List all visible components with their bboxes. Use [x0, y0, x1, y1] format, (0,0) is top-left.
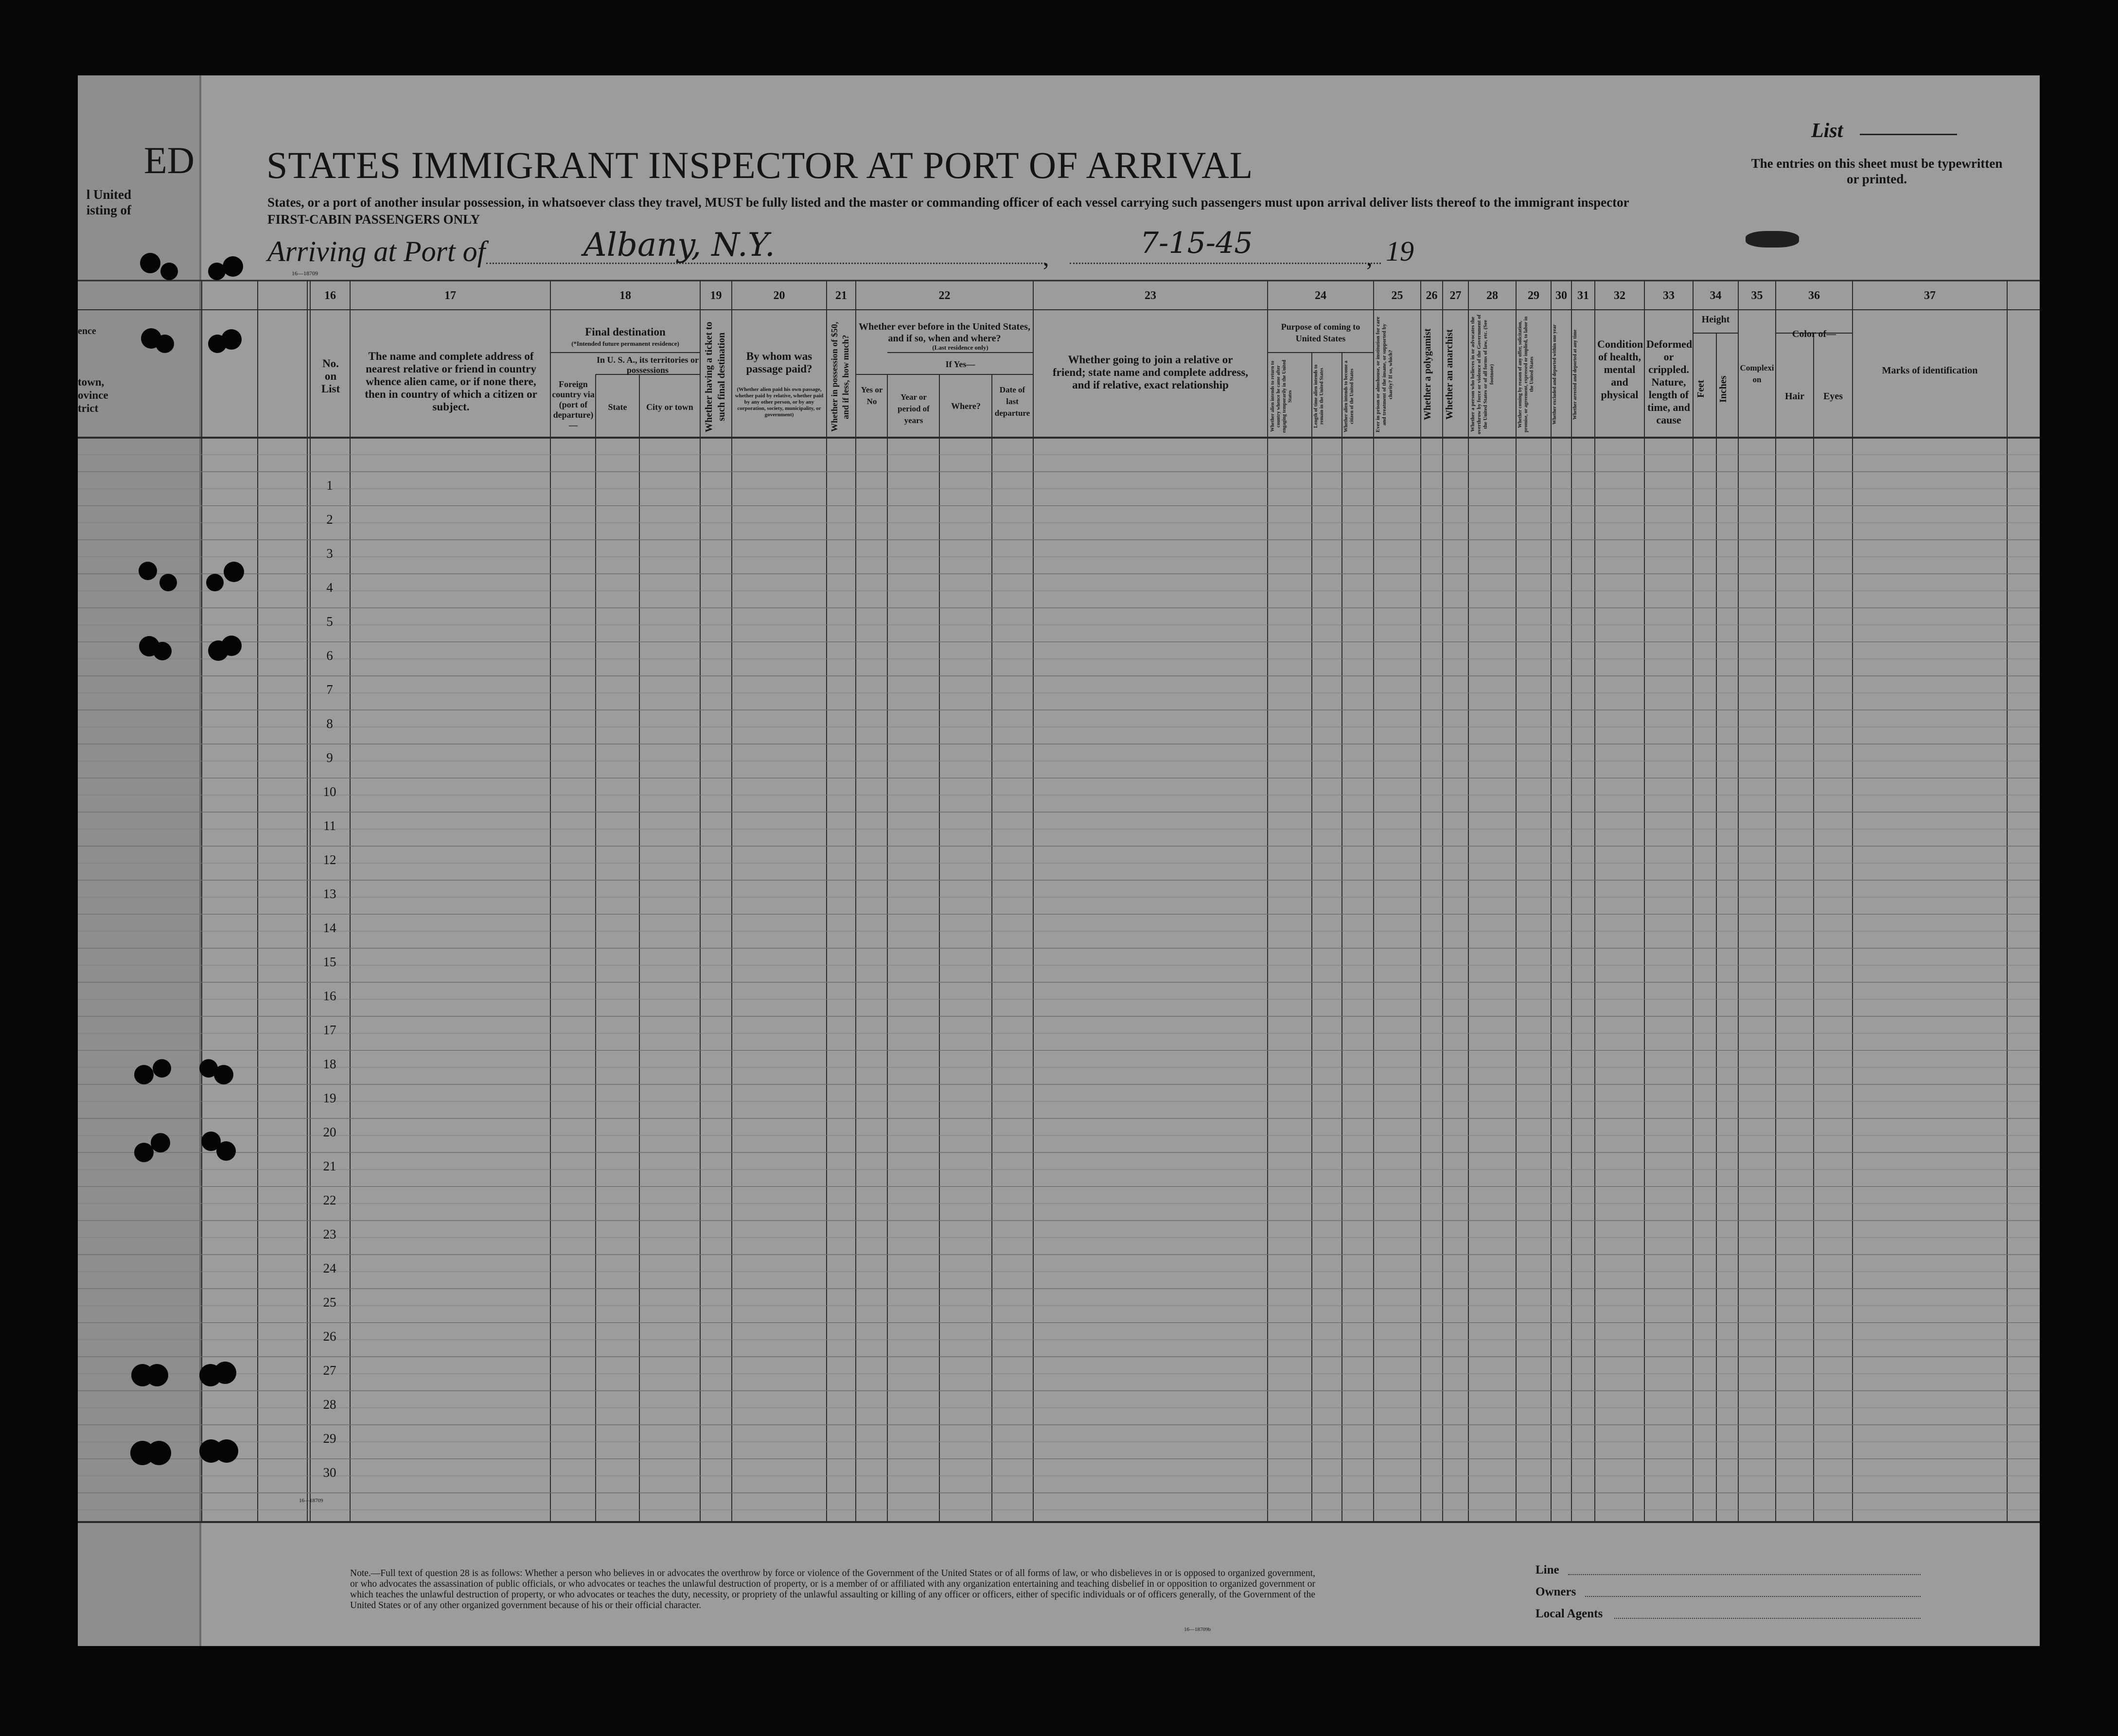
- col-header-24b: Length of time alien intends to remain in the United States: [1313, 364, 1324, 428]
- col-num-21: 21: [835, 289, 847, 302]
- row-number: 25: [323, 1295, 336, 1310]
- col-num-28: 28: [1486, 289, 1498, 302]
- binding-hole: [224, 562, 244, 582]
- row-number: 27: [323, 1363, 336, 1378]
- row-number: 14: [323, 921, 336, 935]
- comma: ,: [1043, 244, 1049, 271]
- row-number: 15: [323, 955, 336, 969]
- list-label: List: [1811, 120, 1843, 142]
- row-number: 2: [326, 512, 333, 527]
- binding-hole: [215, 1439, 238, 1463]
- row-number: 24: [323, 1261, 336, 1275]
- col-header-33: Deformed or crippled. Nature, length of time, and cause: [1646, 338, 1693, 426]
- table-grid: [78, 75, 2040, 1646]
- margin-fragment-text: ence: [78, 326, 96, 337]
- margin-fragment-text: town,: [78, 376, 105, 388]
- binding-hole: [159, 574, 177, 591]
- row-number: 7: [326, 682, 333, 697]
- col-header-21: Whether in possession of $50, and if less, how much?: [830, 321, 850, 432]
- arriving-port: Albany, N.Y.: [583, 226, 775, 264]
- col-header-22-note: (Last residence only): [932, 344, 988, 351]
- col-header-16: No. on List: [321, 357, 340, 395]
- col-header-18: Final destination: [585, 326, 666, 338]
- col-header-22-where: Where?: [951, 401, 981, 411]
- row-number: 18: [323, 1057, 336, 1071]
- margin-fragment-text: ovince: [78, 389, 108, 401]
- question-28-footnote: Note.—Full text of question 28 is as follows: Whether a person who believes in or advocates the overthrow by force or violence of the Government of the United States or of all forms of law, or who disbelieves in or is opposed to organized government, or who advocates the assassination of public officials, or who advocates or teaches the unlawful destruction of property, or is a member of or affiliated with any organization entertaining and teaching disbelief in or opposition to organized government or which teaches the unlawful destruction of property, or who advocates or teaches the duty, necessity, or propriety of the unlawful assaulting or killing of any officer or officers, either of specific individuals or of officers generally, of the Government of the United States or of any other organized government because of his or their official character.: [350, 1568, 1315, 1611]
- col-header-18-city: City or town: [646, 402, 693, 412]
- col-num-24: 24: [1315, 289, 1326, 302]
- row-number: 12: [323, 852, 336, 867]
- row-number: 1: [326, 478, 333, 493]
- arriving-date: 7-15-45: [1140, 226, 1253, 260]
- col-num-17: 17: [444, 289, 456, 302]
- col-header-28: Whether a person who believes in or advocates the overthrow by force or violence of the Government of the United States or of all forms of law, etc. (See footnote): [1470, 314, 1495, 435]
- col-num-29: 29: [1528, 289, 1539, 302]
- binding-hole: [223, 256, 243, 277]
- col-header-34: Height: [1701, 314, 1730, 325]
- year-prefix: 19: [1386, 235, 1414, 267]
- comma: ,: [1366, 244, 1373, 271]
- col-header-24c: Whether alien intends to become a citizen of the United States: [1343, 360, 1355, 432]
- col-header-22-period: Year or period of years: [898, 392, 930, 425]
- binding-hole: [140, 253, 160, 273]
- row-number: 10: [323, 784, 336, 799]
- subtitle-class: FIRST-CABIN PASSENGERS ONLY: [267, 212, 480, 227]
- row-number: 30: [323, 1465, 336, 1480]
- col-header-24: Purpose of coming to United States: [1281, 322, 1360, 343]
- typewritten-note: The entries on this sheet must be typewritten or printed.: [1751, 156, 2003, 186]
- row-number: 3: [326, 546, 333, 561]
- margin-fragment-text: isting of: [86, 203, 131, 217]
- row-number: 5: [326, 614, 333, 629]
- binding-hole: [216, 1141, 236, 1161]
- col-header-22: Whether ever before in the United States, and if so, when and where?: [859, 321, 1030, 344]
- col-header-32: Condition of health, mental and physical: [1597, 338, 1643, 401]
- col-num-33: 33: [1663, 289, 1675, 302]
- col-header-30: Whether excluded and deported within one year: [1552, 324, 1557, 425]
- form-code: 16—18709: [292, 270, 318, 277]
- binding-hole: [214, 1065, 233, 1084]
- row-number: 9: [326, 750, 333, 765]
- col-header-36: Color of—: [1792, 329, 1836, 339]
- binding-hole: [153, 642, 172, 660]
- subtitle: States, or a port of another insular possession, in whatsoever class they travel, MUST be fully listed and the master or commanding officer of each vessel carrying such passengers must upon arrival deliver lists thereof to the immigrant inspector: [267, 195, 1629, 210]
- col-header-24a: Whether alien intends to return to country whence he came after engaging temporarily in the United States: [1270, 360, 1293, 433]
- col-header-20: By whom was passage paid?: [746, 350, 812, 375]
- col-header-34-inches: Inches: [1718, 375, 1729, 403]
- col-num-25: 25: [1391, 289, 1403, 302]
- binding-hole: [160, 263, 178, 280]
- binding-hole: [147, 1441, 171, 1465]
- col-num-34: 34: [1710, 289, 1722, 302]
- binding-hole: [151, 1133, 170, 1152]
- page-title: STATES IMMIGRANT INSPECTOR AT PORT OF ARRIVAL: [266, 144, 1253, 186]
- row-number: 6: [326, 648, 333, 663]
- col-header-29: Whether coming by reason of any offer, solicitation, promise, or agreement, expressed or implied, to labor in the United States: [1518, 316, 1535, 433]
- binding-hole: [206, 574, 224, 591]
- row-number: 29: [323, 1431, 336, 1446]
- col-num-19: 19: [710, 289, 722, 302]
- row-number: 21: [323, 1159, 336, 1173]
- binding-hole: [221, 636, 242, 656]
- col-num-16: 16: [324, 289, 336, 302]
- col-header-22-yesno: Yes or No: [861, 385, 883, 406]
- binding-hole: [221, 329, 242, 350]
- col-header-34-feet: Feet: [1695, 380, 1706, 398]
- col-header-18-state: State: [608, 402, 627, 412]
- col-header-18-foreign: Foreign country via (port of departure)—: [552, 379, 595, 430]
- col-header-17: The name and complete address of nearest relative or friend in country whence alien came, or if none there, then in country of which a citizen or subject.: [365, 350, 537, 413]
- col-header-27: Whether an anarchist: [1444, 329, 1455, 420]
- row-number: 4: [326, 580, 333, 595]
- col-num-30: 30: [1555, 289, 1567, 302]
- col-num-35: 35: [1751, 289, 1763, 302]
- col-header-31: Whether arrested and deported at any time: [1572, 329, 1578, 420]
- row-number: 17: [323, 1023, 336, 1037]
- col-header-18-usa: In U. S. A., its territories or possessions: [597, 355, 699, 375]
- margin-fragment-text: trict: [78, 402, 99, 414]
- local-agents-field[interactable]: [1614, 1618, 1921, 1619]
- owners-field[interactable]: [1585, 1596, 1921, 1597]
- col-num-18: 18: [619, 289, 631, 302]
- col-header-18-note: (*Intended future permanent residence): [571, 340, 679, 347]
- binding-hole: [134, 1065, 154, 1084]
- col-header-22-date: Date of last departure: [994, 385, 1030, 418]
- col-header-37: Marks of identification: [1882, 365, 1978, 376]
- row-number: 20: [323, 1125, 336, 1139]
- col-num-37: 37: [1924, 289, 1936, 302]
- binding-hole: [153, 1059, 171, 1078]
- row-number: 23: [323, 1227, 336, 1241]
- col-num-27: 27: [1449, 289, 1462, 302]
- owners-label: Owners: [1536, 1585, 1576, 1598]
- col-header-20-note: (Whether alien paid his own passage, whether paid by relative, whether paid by any other person, or by any corporation, society, municipality, or government): [735, 387, 824, 418]
- col-num-26: 26: [1426, 289, 1438, 302]
- col-header-26: Whether a polygamist: [1422, 328, 1433, 421]
- binding-hole: [146, 1364, 168, 1386]
- row-number: 28: [323, 1397, 336, 1412]
- col-header-36-hair: Hair: [1785, 391, 1804, 402]
- col-num-36: 36: [1808, 289, 1820, 302]
- row-number: 8: [326, 716, 333, 731]
- line-label: Line: [1536, 1563, 1559, 1577]
- binding-hole: [214, 1362, 236, 1384]
- arriving-label: Arriving at Port of: [267, 235, 486, 267]
- col-header-19: Whether having a ticket to such final destination: [704, 321, 727, 432]
- col-num-32: 32: [1614, 289, 1625, 302]
- row-number: 16: [323, 989, 336, 1003]
- binding-hole: [139, 562, 157, 580]
- col-header-23: Whether going to join a relative or friend; state name and complete address, and if relative, exact relationship: [1052, 354, 1249, 391]
- row-number: 13: [323, 886, 336, 901]
- margin-fragment-ed: ED: [144, 139, 194, 181]
- row-number: 22: [323, 1193, 336, 1207]
- col-num-23: 23: [1145, 289, 1156, 302]
- col-header-36-eyes: Eyes: [1823, 391, 1843, 402]
- col-header-22-ifyes: If Yes—: [945, 359, 975, 369]
- row-number: 11: [323, 818, 336, 833]
- manifest-sheet: [78, 75, 2040, 1646]
- col-num-20: 20: [773, 289, 785, 302]
- col-header-35: Complexion: [1740, 363, 1774, 384]
- row-number: 19: [323, 1091, 336, 1105]
- binding-hole: [156, 335, 174, 353]
- col-num-22: 22: [938, 289, 951, 302]
- footer-code: 16—18709b: [1184, 1627, 1211, 1632]
- col-header-25: Ever in prison or almshouse, or institution for care and treatment of the insane, or supported by charity? If so, which?: [1375, 317, 1394, 432]
- margin-fragment-text: l United: [86, 187, 131, 202]
- col-num-31: 31: [1577, 289, 1589, 302]
- line-field[interactable]: [1568, 1574, 1921, 1575]
- form-code-bottom: 16—18709: [299, 1498, 323, 1504]
- row-number: 26: [323, 1329, 336, 1344]
- local-agents-label: Local Agents: [1536, 1607, 1603, 1620]
